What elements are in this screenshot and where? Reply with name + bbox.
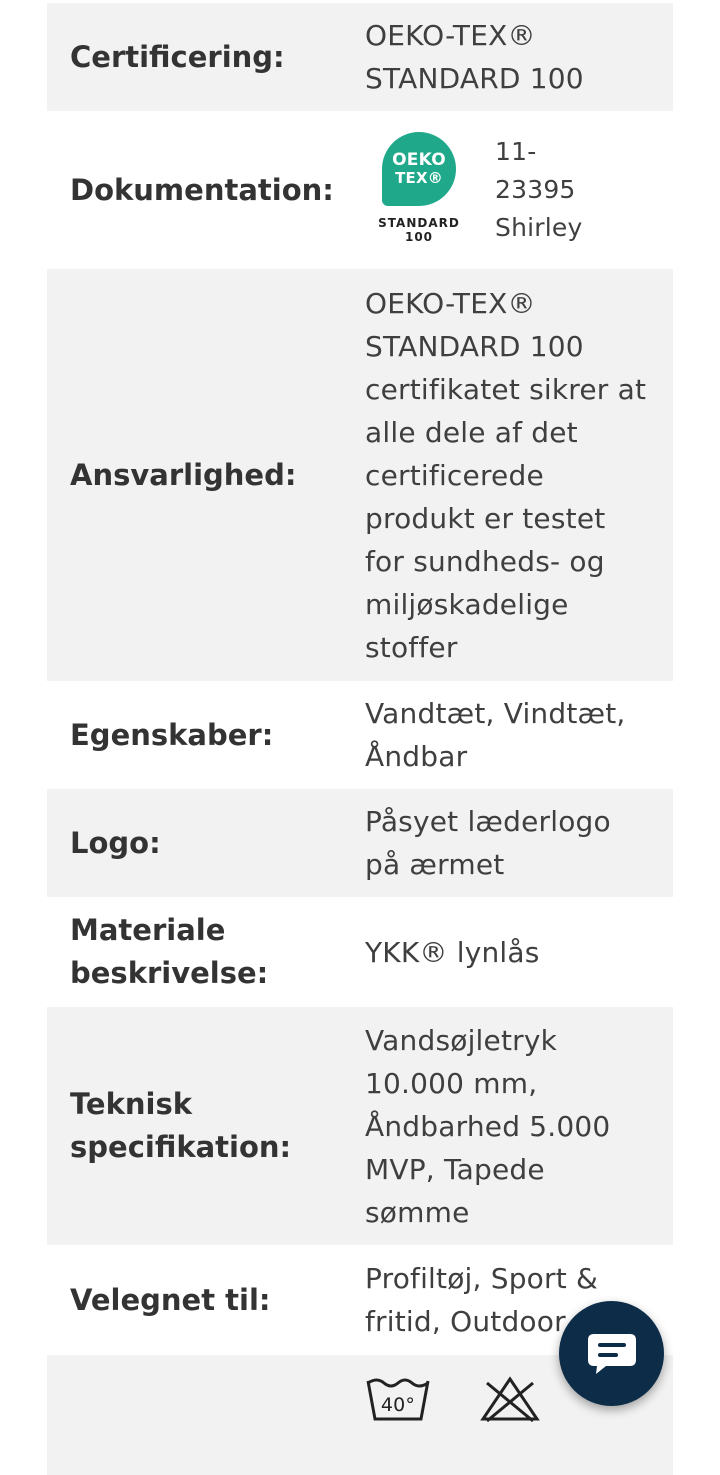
spec-value: OEKO-TEX® STANDARD 100 [365, 19, 584, 95]
spec-label: Materiale beskrivelse: [70, 913, 269, 990]
spec-value: Vandsøjletryk 10.000 mm, Åndbarhed 5.000 MVP, Tapede sømme [365, 1023, 611, 1229]
spec-label: Dokumentation: [70, 172, 334, 207]
spec-label: Egenskaber: [70, 717, 274, 752]
spec-row-dokumentation [47, 111, 673, 269]
oeko-std-text: STANDARD [378, 216, 460, 230]
no-bleach-icon [477, 1375, 543, 1423]
spec-row-logo [47, 789, 673, 897]
spec-value: OEKO-TEX® STANDARD 100 certifikatet sikrer at alle dele af det certificerede produkt er testet for sundheds- og miljøskadelige stoffer [365, 286, 647, 664]
cert-line: Shirley [495, 213, 583, 242]
oeko-line1: OEKO [392, 150, 446, 170]
cert-line: 11- [495, 137, 537, 166]
spec-value [365, 132, 673, 248]
spec-row-certificering [47, 3, 673, 111]
spec-value: Profiltøj, Sport & fritid, Outdoor [365, 1262, 599, 1338]
spec-table [47, 3, 673, 1475]
spec-label: Certificering: [70, 39, 285, 74]
oeko-std-num: 100 [404, 230, 434, 244]
spec-value: Vandtæt, Vindtæt, Åndbar [365, 697, 626, 773]
spec-row-egenskaber [47, 681, 673, 789]
certificate-number [495, 133, 582, 247]
oeko-standard-label [378, 216, 460, 244]
spec-label: Velegnet til: [70, 1282, 271, 1317]
oeko-leaf-icon [382, 132, 456, 206]
wash-temp-text: 40° [380, 1394, 416, 1416]
chat-button[interactable] [559, 1301, 664, 1406]
wash-40-icon [365, 1375, 431, 1423]
oeko-tex-logo[interactable] [365, 132, 473, 248]
chat-bubble-icon [584, 1330, 640, 1378]
oeko-line2: TEX® [395, 169, 443, 187]
spec-label: Ansvarlighed: [70, 457, 297, 492]
cert-line: 23395 [495, 175, 576, 204]
spec-row-teknisk [47, 1007, 673, 1245]
spec-label: Teknisk specifikation: [70, 1087, 292, 1164]
spec-value: Påsyet læderlogo på ærmet [365, 805, 611, 881]
spec-label: Logo: [70, 825, 161, 860]
spec-row-materiale [47, 897, 673, 1007]
spec-value: YKK® lynlås [365, 935, 540, 969]
spec-row-ansvarlighed [47, 269, 673, 681]
